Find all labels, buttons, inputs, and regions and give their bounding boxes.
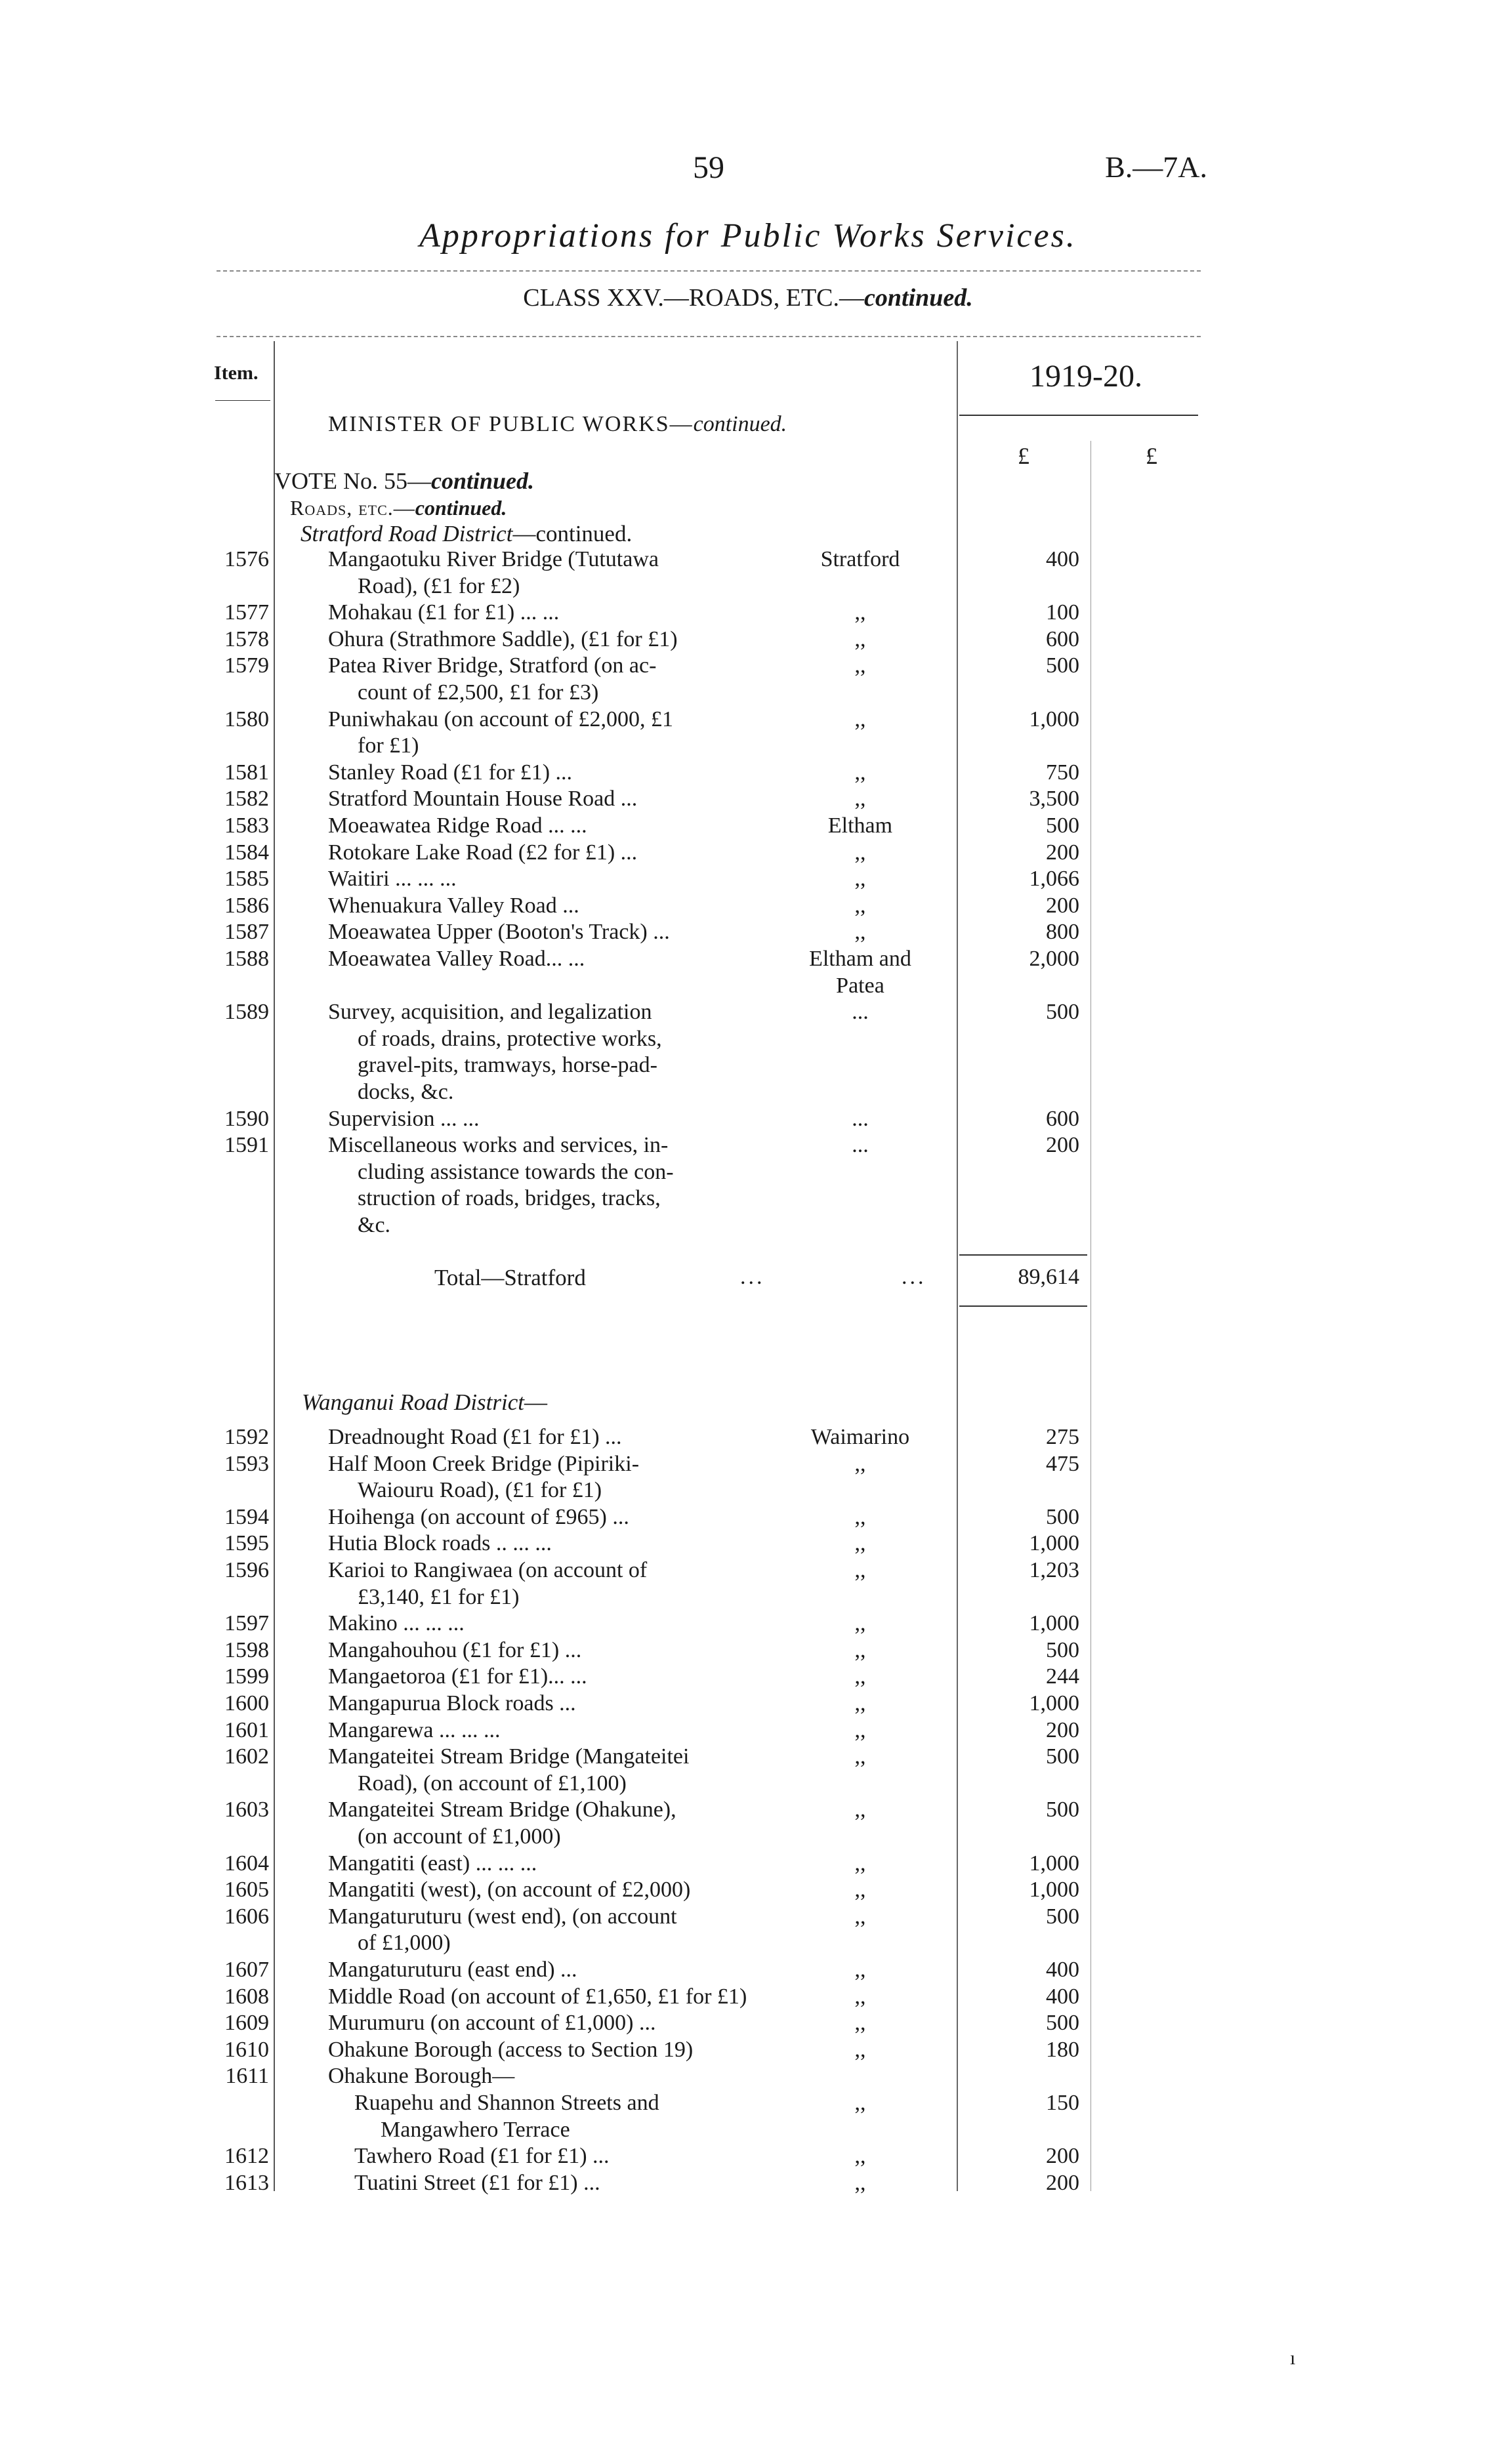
item-amount: 500 <box>1046 813 1079 838</box>
item-description: Mangatiti (east) ... ... ... <box>328 1851 537 1876</box>
item-amount: 500 <box>1046 1000 1079 1024</box>
item-locality: Waimarino <box>810 1425 910 1449</box>
item-description: Moeawatea Valley Road... ... <box>328 947 585 971</box>
item-description: Karioi to Rangiwaea (on account of <box>328 1558 648 1582</box>
table-row <box>0 600 1496 626</box>
page-title: Appropriations for Public Works Services. <box>419 217 1077 255</box>
item-locality: ,, <box>854 840 866 865</box>
item-number: 1594 <box>224 1505 269 1529</box>
item-amount: 1,000 <box>1029 1611 1079 1635</box>
table-row <box>0 1185 1496 1212</box>
item-header-rule <box>215 400 270 401</box>
item-number: 1597 <box>224 1611 269 1635</box>
item-amount: 1,000 <box>1029 1878 1079 1902</box>
item-amount: 100 <box>1046 600 1079 625</box>
item-locality: ,, <box>854 707 866 731</box>
item-description: Mangatiti (west), (on account of £2,000) <box>328 1878 691 1902</box>
table-row <box>0 1132 1496 1159</box>
item-description: Waiouru Road), (£1 for £1) <box>358 1478 602 1502</box>
table-row <box>0 653 1496 679</box>
year-header-rule <box>959 415 1198 416</box>
item-number: 1612 <box>224 2144 269 2168</box>
district-heading-stratford <box>301 521 632 547</box>
item-number: 1599 <box>224 1664 269 1689</box>
item-amount: 500 <box>1046 1505 1079 1529</box>
item-description: Puniwhakau (on account of £2,000, £1 <box>328 707 673 731</box>
item-amount: 3,500 <box>1029 787 1079 811</box>
table-row <box>0 2037 1496 2063</box>
table-row <box>0 546 1496 573</box>
table-row <box>0 1797 1496 1823</box>
currency-header-1: £ <box>1018 443 1029 469</box>
item-description: Stratford Mountain House Road ... <box>328 787 638 811</box>
item-description: Mangarewa ... ... ... <box>328 1718 501 1742</box>
item-amount: 200 <box>1046 2171 1079 2195</box>
item-description: Moeawatea Upper (Booton's Track) ... <box>328 920 670 944</box>
total-dots-1: ... <box>740 1265 765 1289</box>
currency-header-2: £ <box>1146 443 1157 469</box>
item-amount: 400 <box>1046 1958 1079 1982</box>
item-description: Dreadnought Road (£1 for £1) ... <box>328 1425 622 1449</box>
table-row <box>0 2117 1496 2143</box>
item-description: struction of roads, bridges, tracks, <box>358 1186 661 1210</box>
title-rule <box>217 270 1201 272</box>
item-description: count of £2,500, £1 for £3) <box>358 680 599 705</box>
table-row <box>0 1557 1496 1584</box>
table-row <box>0 680 1496 706</box>
item-amount: 800 <box>1046 920 1079 944</box>
district-stratford-text: —continued. <box>512 521 633 546</box>
item-amount: 500 <box>1046 1744 1079 1769</box>
table-row <box>0 1637 1496 1664</box>
item-amount: 1,203 <box>1029 1558 1079 1582</box>
item-description: Half Moon Creek Bridge (Pipiriki- <box>328 1452 640 1476</box>
table-row <box>0 786 1496 812</box>
item-description: Tawhero Road (£1 for £1) ... <box>354 2144 610 2168</box>
table-row <box>0 1106 1496 1132</box>
item-locality: ,, <box>854 1878 866 1902</box>
item-description: of roads, drains, protective works, <box>358 1027 662 1051</box>
item-number: 1588 <box>224 947 269 971</box>
item-locality: Eltham and <box>809 947 911 971</box>
table-row <box>0 1771 1496 1797</box>
item-amount: 600 <box>1046 1107 1079 1131</box>
table-row <box>0 919 1496 945</box>
item-number: 1576 <box>224 547 269 571</box>
item-number: 1589 <box>224 1000 269 1024</box>
item-locality: Eltham <box>827 813 893 838</box>
item-number: 1603 <box>224 1797 269 1822</box>
class-heading-text: CLASS XXV.—ROADS, ETC.— <box>523 284 865 312</box>
item-amount: 400 <box>1046 547 1079 571</box>
item-number: 1581 <box>224 760 269 785</box>
total-bottom-rule <box>959 1305 1087 1307</box>
item-locality: ... <box>852 1000 869 1024</box>
item-amount: 1,000 <box>1029 1851 1079 1876</box>
item-number: 1604 <box>224 1851 269 1876</box>
item-amount: 500 <box>1046 2011 1079 2035</box>
item-amount: 200 <box>1046 1718 1079 1742</box>
item-number: 1596 <box>224 1558 269 1582</box>
document-reference: B.—7A. <box>1105 150 1207 184</box>
item-description: Mangateitei Stream Bridge (Ohakune), <box>328 1797 676 1822</box>
item-number: 1611 <box>225 2064 269 2088</box>
item-number: 1609 <box>224 2011 269 2035</box>
item-description: docks, &c. <box>358 1080 454 1104</box>
item-number: 1607 <box>224 1958 269 1982</box>
item-locality: ,, <box>854 1638 866 1662</box>
item-locality: ,, <box>854 2144 866 2168</box>
item-locality: Stratford <box>820 547 900 571</box>
item-locality: ,, <box>854 653 866 678</box>
item-description: Moeawatea Ridge Road ... ... <box>328 813 587 838</box>
district-wanganui-italic: Wanganui Road District <box>302 1389 524 1415</box>
item-description: Mangaturuturu (east end) ... <box>328 1958 577 1982</box>
minister-heading-italic: continued. <box>693 412 787 436</box>
item-number: 1610 <box>224 2038 269 2062</box>
table-row <box>0 1504 1496 1530</box>
page-number: 59 <box>693 150 724 185</box>
item-description: Survey, acquisition, and legalization <box>328 1000 652 1024</box>
class-rule <box>217 336 1201 337</box>
item-description: Stanley Road (£1 for £1) ... <box>328 760 573 785</box>
item-description: Road), (on account of £1,100) <box>358 1771 627 1796</box>
item-amount: 500 <box>1046 1797 1079 1822</box>
table-row <box>0 2170 1496 2196</box>
year-column-header: 1919-20. <box>1029 359 1142 394</box>
table-row <box>0 999 1496 1025</box>
item-amount: 2,000 <box>1029 947 1079 971</box>
item-amount: 1,000 <box>1029 1531 1079 1555</box>
table-row <box>0 573 1496 600</box>
item-amount: 500 <box>1046 1638 1079 1662</box>
footer-mark: ı <box>1290 2347 1296 2369</box>
item-locality: ,, <box>854 920 866 944</box>
item-number: 1591 <box>224 1133 269 1157</box>
item-locality: ,, <box>854 867 866 891</box>
table-row <box>0 1212 1496 1239</box>
item-description: Supervision ... ... <box>328 1107 480 1131</box>
item-amount: 244 <box>1046 1664 1079 1689</box>
item-locality: ,, <box>854 787 866 811</box>
table-row <box>0 1717 1496 1744</box>
item-description: Road), (£1 for £2) <box>358 574 520 598</box>
item-locality: ,, <box>854 600 866 625</box>
item-description: Murumuru (on account of £1,000) ... <box>328 2011 656 2035</box>
table-row <box>0 1877 1496 1903</box>
item-description: Mangaetoroa (£1 for £1)... ... <box>328 1664 587 1689</box>
table-row <box>0 1477 1496 1504</box>
table-row <box>0 1930 1496 1956</box>
item-locality: ,, <box>854 1958 866 1982</box>
item-locality: ,, <box>854 1664 866 1689</box>
item-amount: 200 <box>1046 840 1079 865</box>
item-description: cluding assistance towards the con- <box>358 1160 674 1184</box>
item-locality: ,, <box>854 1797 866 1822</box>
roads-heading-italic: continued. <box>415 496 507 520</box>
item-locality: ,, <box>854 1611 866 1635</box>
roads-heading-text: Roads, etc.— <box>290 496 415 520</box>
item-number: 1584 <box>224 840 269 865</box>
item-amount: 200 <box>1046 1133 1079 1157</box>
item-locality: ,, <box>854 1744 866 1769</box>
item-number: 1583 <box>224 813 269 838</box>
item-description: Mangapurua Block roads ... <box>328 1691 576 1715</box>
item-number: 1585 <box>224 867 269 891</box>
table-row <box>0 1744 1496 1770</box>
item-description: (on account of £1,000) <box>358 1824 561 1849</box>
table-row <box>0 1026 1496 1052</box>
table-row <box>0 1584 1496 1611</box>
table-row <box>0 1957 1496 1983</box>
roads-heading <box>290 496 507 520</box>
item-amount: 150 <box>1046 2091 1079 2115</box>
item-locality: ,, <box>854 2171 866 2195</box>
table-row <box>0 1611 1496 1637</box>
item-locality: ,, <box>854 1718 866 1742</box>
district-heading-wanganui <box>302 1389 547 1416</box>
item-description: of £1,000) <box>358 1931 451 1955</box>
item-amount: 200 <box>1046 2144 1079 2168</box>
table-row <box>0 707 1496 733</box>
item-locality: ,, <box>854 1984 866 2009</box>
table-row <box>0 2063 1496 2089</box>
item-description: Hutia Block roads .. ... ... <box>328 1531 552 1555</box>
item-description: Mangahouhou (£1 for £1) ... <box>328 1638 582 1662</box>
item-number: 1606 <box>224 1904 269 1929</box>
table-row <box>0 733 1496 759</box>
item-locality: ,, <box>854 2038 866 2062</box>
table-row <box>0 1530 1496 1557</box>
item-description: Mangateitei Stream Bridge (Mangateitei <box>328 1744 690 1769</box>
item-number: 1592 <box>224 1425 269 1449</box>
item-number: 1593 <box>224 1452 269 1476</box>
item-amount: 275 <box>1046 1425 1079 1449</box>
item-amount: 500 <box>1046 1904 1079 1929</box>
item-number: 1600 <box>224 1691 269 1715</box>
item-number: 1577 <box>224 600 269 625</box>
item-description: Patea River Bridge, Stratford (on ac- <box>328 653 657 678</box>
item-locality: ... <box>852 1133 869 1157</box>
item-locality: ,, <box>854 893 866 918</box>
table-row <box>0 1824 1496 1850</box>
item-number: 1582 <box>224 787 269 811</box>
table-row <box>0 2090 1496 2116</box>
table-row <box>0 813 1496 839</box>
district-wanganui-text: — <box>524 1389 547 1415</box>
class-heading <box>262 283 1234 312</box>
item-amount: 475 <box>1046 1452 1079 1476</box>
table-row <box>0 760 1496 786</box>
item-number: 1602 <box>224 1744 269 1769</box>
item-number: 1580 <box>224 707 269 731</box>
total-top-rule <box>959 1254 1087 1256</box>
item-number: 1586 <box>224 893 269 918</box>
item-description: gravel-pits, tramways, horse-pad- <box>358 1053 657 1077</box>
item-locality: ... <box>852 1107 869 1131</box>
table-row <box>0 1052 1496 1078</box>
item-number: 1595 <box>224 1531 269 1555</box>
table-row <box>0 1159 1496 1185</box>
item-column-header: Item. <box>214 362 259 384</box>
item-number: 1579 <box>224 653 269 678</box>
item-amount: 750 <box>1046 760 1079 785</box>
item-locality: ,, <box>854 1558 866 1582</box>
item-amount: 500 <box>1046 653 1079 678</box>
minister-heading <box>328 412 787 437</box>
table-row <box>0 1664 1496 1690</box>
item-description: Ohura (Strathmore Saddle), (£1 for £1) <box>328 627 678 651</box>
item-locality: ,, <box>854 1452 866 1476</box>
total-stratford-label: Total—Stratford <box>434 1265 586 1290</box>
item-locality: ,, <box>854 2011 866 2035</box>
item-description: Miscellaneous works and services, in- <box>328 1133 669 1157</box>
class-heading-italic: continued. <box>864 284 973 312</box>
table-row <box>0 866 1496 892</box>
item-locality: ,, <box>854 627 866 651</box>
total-stratford-amount: 89,614 <box>1018 1265 1079 1289</box>
item-amount: 400 <box>1046 1984 1079 2009</box>
item-description: Mangaturuturu (west end), (on account <box>328 1904 677 1929</box>
item-description: Mohakau (£1 for £1) ... ... <box>328 600 560 625</box>
item-locality: ,, <box>854 2091 866 2115</box>
item-locality: ,, <box>854 1851 866 1876</box>
table-row <box>0 626 1496 653</box>
item-number: 1608 <box>224 1984 269 2009</box>
item-description: Middle Road (on account of £1,650, £1 for £1) <box>328 1984 747 2009</box>
item-locality: ,, <box>854 760 866 785</box>
item-amount: 180 <box>1046 2038 1079 2062</box>
item-description: Ohakune Borough— <box>328 2064 515 2088</box>
table-row <box>0 1451 1496 1477</box>
vote-heading-text: VOTE No. 55— <box>274 468 431 494</box>
item-amount: 1,000 <box>1029 1691 1079 1715</box>
item-locality: ,, <box>854 1904 866 1929</box>
table-row <box>0 2143 1496 2169</box>
item-amount: 200 <box>1046 893 1079 918</box>
item-description: Makino ... ... ... <box>328 1611 465 1635</box>
table-row <box>0 1079 1496 1105</box>
table-row <box>0 1984 1496 2010</box>
table-row <box>0 840 1496 866</box>
item-description: Ohakune Borough (access to Section 19) <box>328 2038 694 2062</box>
vote-heading-italic: continued. <box>430 468 535 494</box>
item-number: 1590 <box>224 1107 269 1131</box>
item-description: £3,140, £1 for £1) <box>358 1585 520 1609</box>
item-description: Mangaotuku River Bridge (Tututawa <box>328 547 659 571</box>
item-description: Hoihenga (on account of £965) ... <box>328 1505 629 1529</box>
table-row <box>0 893 1496 919</box>
item-number: 1601 <box>224 1718 269 1742</box>
table-row <box>0 1851 1496 1877</box>
vote-heading <box>274 467 534 495</box>
item-description: Ruapehu and Shannon Streets and <box>354 2091 659 2115</box>
item-locality: Patea <box>836 973 884 998</box>
item-number: 1598 <box>224 1638 269 1662</box>
item-description: for £1) <box>358 733 419 758</box>
item-amount: 1,000 <box>1029 707 1079 731</box>
table-row <box>0 1691 1496 1717</box>
table-row <box>0 946 1496 998</box>
item-description: &c. <box>358 1213 391 1237</box>
item-description: Mangawhero Terrace <box>381 2118 570 2142</box>
total-dots-2: ... <box>902 1265 926 1289</box>
table-row <box>0 1904 1496 1930</box>
item-description: Tuatini Street (£1 for £1) ... <box>354 2171 600 2195</box>
item-number: 1605 <box>224 1878 269 1902</box>
table-row <box>0 1424 1496 1450</box>
item-description: Waitiri ... ... ... <box>328 867 457 891</box>
district-stratford-italic: Stratford Road District <box>301 521 513 546</box>
item-description: Rotokare Lake Road (£2 for £1) ... <box>328 840 638 865</box>
item-description: Whenuakura Valley Road ... <box>328 893 579 918</box>
item-number: 1613 <box>224 2171 269 2195</box>
table-row <box>0 2010 1496 2036</box>
item-amount: 600 <box>1046 627 1079 651</box>
item-locality: ,, <box>854 1531 866 1555</box>
item-locality: ,, <box>854 1691 866 1715</box>
item-number: 1578 <box>224 627 269 651</box>
item-number: 1587 <box>224 920 269 944</box>
minister-heading-text: MINISTER OF PUBLIC WORKS— <box>328 412 694 436</box>
item-locality: ,, <box>854 1505 866 1529</box>
item-amount: 1,066 <box>1029 867 1079 891</box>
